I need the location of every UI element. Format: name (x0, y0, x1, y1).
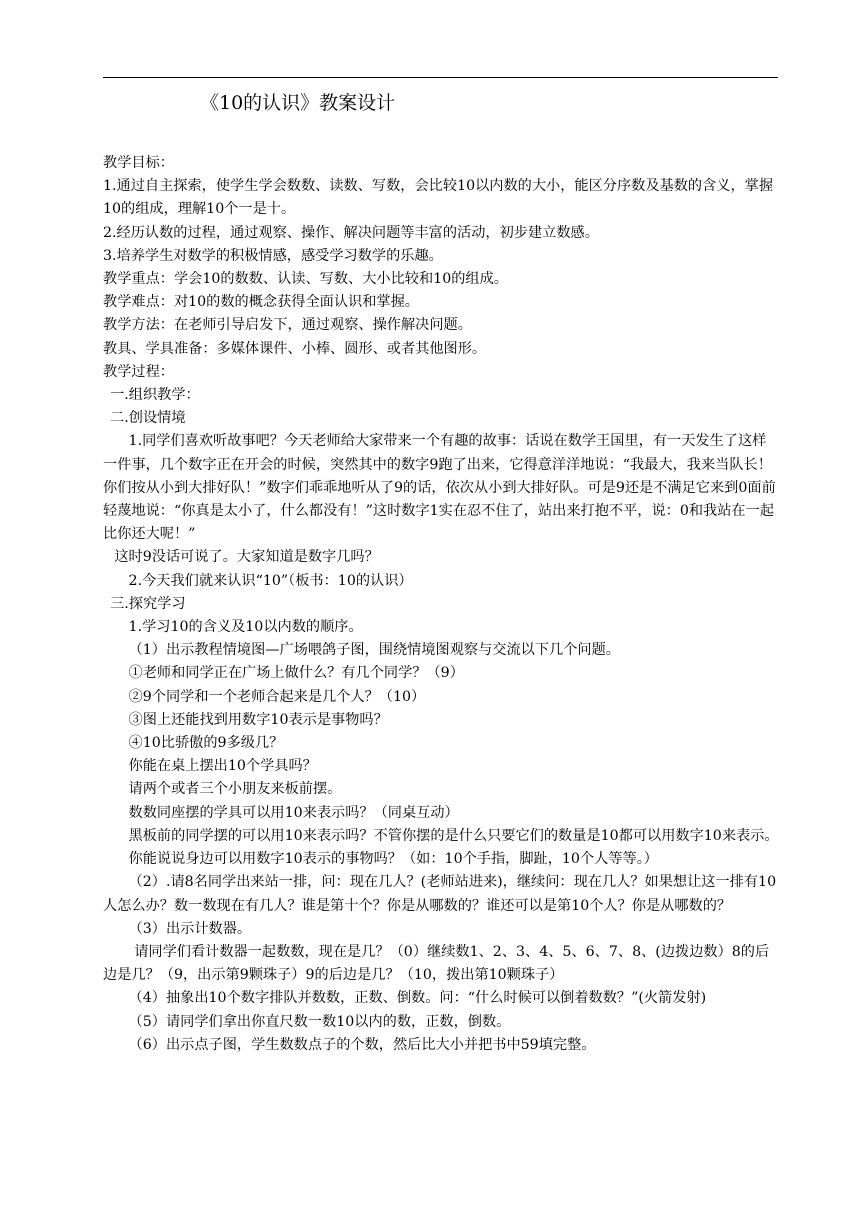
paragraph-line: 1.学习10的含义及10以内数的顺序。 (128, 619, 363, 636)
paragraph-line: （1）出示教程情境图—广场喂鸽子图，围绕情境图观察与交流以下几个问题。 (128, 642, 620, 659)
paragraph-line: 一.组织教学： (110, 387, 200, 404)
paragraph-line: 这时9没话可说了。大家知道是数字几吗？ (114, 549, 379, 566)
paragraph-line: （3）出示计数器。 (128, 920, 252, 937)
paragraph-line: 数数同座摆的学具可以用10来表示吗？（同桌互动） (128, 804, 459, 821)
document-body (103, 152, 779, 1057)
paragraph-line: 3.培养学生对数学的积极情感，感受学习数学的乐趣。 (103, 247, 443, 264)
paragraph-line: 教具、学具准备：多媒体课件、小棒、圆形、或者其他图形。 (103, 340, 487, 357)
paragraph-line: ④10比骄傲的9多级几？ (128, 735, 284, 752)
paragraph-line: 教学过程： (103, 363, 174, 380)
paragraph-line: 1.同学们喜欢听故事吧？今天老师给大家带来一个有趣的故事：话说在数学王国里，有一天发生了这样一件事，几个数字正在开会的时候，突然其中的数字9跑了出来，它得意洋洋地说：“我最大，我来当队长！你们按从小到大排好队！”数字们乖乖地听从了9的话，依次从小到大排好队。可是9还是不满足它来到0面前轻蔑地说：“你真是太小了，什么都没有！”这时数字1实在忍不住了，站出来打抱不平，说：0和我站在一起比你还大呢！” (103, 433, 776, 543)
paragraph-line: 黑板前的同学摆的可以用10来表示吗？不管你摆的是什么只要它们的数量是10都可以用数字10来表示。 (128, 827, 779, 844)
paragraph-line: ③图上还能找到用数字10表示是事物吗？ (128, 711, 388, 728)
paragraph-line: ②9个同学和一个老师合起来是几个人？（10） (128, 688, 426, 705)
paragraph-line: 2.今天我们就来认识“10”（板书：10的认识） (128, 572, 413, 589)
header-rule (103, 77, 778, 78)
paragraph-line: 你能说说身边可以用数字10表示的事物吗？（如：10个手指，脚趾，10个人等等。） (128, 851, 658, 868)
paragraph-line: ①老师和同学正在广场上做什么？有几个同学？（9） (128, 665, 464, 682)
paragraph-line: 请两个或者三个小朋友来板前摆。 (128, 781, 342, 798)
paragraph-line: 2.经历认数的过程，通过观察、操作、解决问题等丰富的活动，初步建立数感。 (103, 224, 599, 241)
paragraph-line: 你能在桌上摆出10个学具吗？ (128, 758, 317, 775)
paragraph-line: 三.探究学习 (110, 595, 186, 612)
paragraph-line: 教学难点：对10的数的概念获得全面认识和掌握。 (103, 294, 419, 311)
paragraph-line: 教学方法：在老师引导启发下，通过观察、操作解决问题。 (103, 317, 472, 334)
paragraph-line: 二.创设情境 (110, 410, 186, 427)
paragraph-line: （6）出示点子图，学生数数点子的个数，然后比大小并把书中59填完整。 (128, 1036, 596, 1053)
paragraph-line: （5）请同学们拿出你直尺数一数10以内的数，正数，倒数。 (128, 1013, 511, 1030)
paragraph-line: （2）.请8名同学出来站一排，问：现在几人？(老师站进来)，继续问：现在几人？如果想让这一排有10人怎么办？数一数现在有几人？谁是第十个？你是从哪数的？谁还可以是第10个人？你是从哪数的？ (103, 874, 777, 914)
paragraph-line: （4）抽象出10个数字排队并数数，正数、倒数。问：“什么时候可以倒着数数？”(火箭发射) (128, 990, 707, 1007)
document-title: 《10的认识》教案设计 (200, 92, 396, 114)
paragraph-line: 请同学们看计数器一起数数，现在是几？（0）继续数1、2、3、4、5、6、7、8、(边拨边数）8的后边是几？（9，出示第9颗珠子）9的后边是几？（10，拨出第10颗珠子） (103, 943, 770, 984)
paragraph-line: 1.通过自主探索，使学生学会数数、读数、写数，会比较10以内数的大小，能区分序数及基数的含义，掌握10的组成，理解10个一是十。 (103, 178, 774, 218)
paragraph-line: 教学重点：学会10的数数、认读、写数、大小比较和10的组成。 (103, 271, 508, 288)
paragraph-line: 教学目标： (103, 155, 174, 171)
